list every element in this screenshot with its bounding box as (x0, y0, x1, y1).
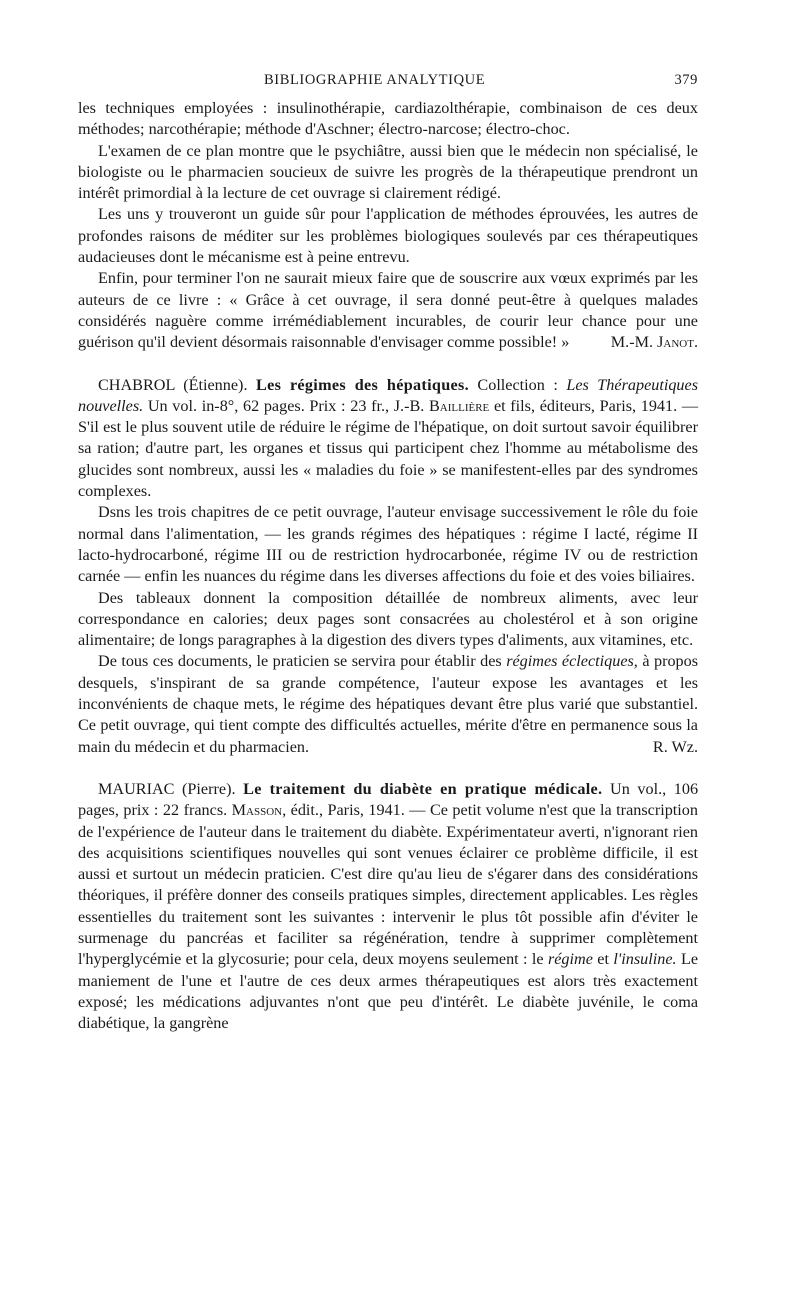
intro-paragraph-4-text: Enfin, pour terminer l'on ne saurait mieux faire que de souscrire aux vœux exprimés par les auteurs de ce livre : « Grâce à cet ouvrage, il sera donné peut-être à quelques malades considérés naguère comme irrémédiablement incurables, de courir leur chance pour une guérison qu'il devient désormais raisonnable d'envisager comme possible! » (78, 269, 698, 352)
page-number: 379 (674, 72, 698, 88)
text-body (78, 98, 698, 1034)
publication-info: Un vol., 106 pages, prix : 22 francs. (78, 779, 699, 820)
review-mauriac (78, 779, 698, 1035)
review-text: , édit., Paris, 1941. — Ce petit volume n'est que la transcription de l'expérience de l'auteur dans le traitement du diabète. Expérimentateur averti, n'ignorant rien des acquisitions scientifiques nouvelles qui sont venues éclairer ce problème difficile, il est aussi et surtout un médecin praticien. C'est dire qu'au lieu de s'égarer dans des considérations théoriques, il préfère donner des conseils pratiques simples, directement applicables. Les règles essentielles du traitement sont les suivantes : intervenir le plus tôt possible afin d'éviter le surmenage du pancréas et faciliter sa régénération, tendre à supprimer complètement l'hyperglycémie et la glycosurie; pour cela, deux moyens seulement : le (78, 801, 698, 969)
review-text: et fils, éditeurs, Paris, 1941. — S'il est le plus souvent utile de réduire le régime de l'hépatique, on doit surtout savoir équilibrer sa ration; d'autre part, les organes et tissus qui participent chez l'homme au métabolisme des glucides sont nombreux, aussi les « maladies du foie » se manifestent-elles par des syndromes complexes. (78, 396, 699, 501)
review-mauriac-paragraph-1 (78, 779, 698, 1035)
review-text: Le maniement de l'une et l'autre de ces deux armes thérapeutiques est alors très exactement exposé; les médications adjuvantes n'ont que peu d'intérêt. Le diabète juvénile, le coma diabétique, la gangrène (78, 950, 699, 1033)
intro-paragraph-1: les techniques employées : insulinothérapie, cardiazolthérapie, combinaison de ces deux méthodes; narcothérapie; méthode d'Aschner; électro-narcose; électro-choc. (78, 99, 698, 139)
review-text: et (597, 950, 609, 969)
review-chabrol-paragraph-2: Dsns les trois chapitres de ce petit ouvrage, l'auteur envisage successivement le rôle du foie normal dans l'alimentation, — les grands régimes des hépatiques : régime I lacté, régime II lacto-hydrocarboné, régime III ou de restriction hydrocarbonée, régime IV ou de restriction carnée — enfin les nuances du régime dans les diverses affections du foie et des voies biliaires. (78, 503, 698, 586)
italic-term: régime (547, 950, 593, 969)
reviewer-signature: M.-M. Janot. (610, 333, 698, 352)
intro-paragraph-2: L'examen de ce plan montre que le psychiâtre, aussi bien que le médecin non spécialisé, le biologiste ou le pharmacien soucieux de suivre les progrès de la thérapeutique prendront un intérêt primordial à la lecture de cet ouvrage si clairement rédigé. (78, 141, 698, 203)
collection-label: Collection : (477, 375, 558, 394)
review-text: De tous ces documents, le praticien se servira pour établir des (98, 652, 502, 671)
review-chabrol (78, 375, 698, 758)
italic-term: régimes éclectiques, (506, 652, 638, 671)
review-title: Les régimes des hépatiques. (255, 375, 469, 394)
review-chabrol-paragraph-4 (78, 651, 698, 757)
collection-name: Les Thérapeutiques nouvelles. (78, 375, 699, 415)
review-author: MAURIAC (Pierre). (98, 779, 236, 798)
review-chabrol-paragraph-3: Des tableaux donnent la composition détaillée de nombreux aliments, avec leur correspondance en calories; deux pages sont consacrées au cholestérol et à son origine alimentaire; de longs paragraphes à la digestion des divers types d'aliments, aux vitamines, etc. (78, 588, 698, 650)
publisher-name: Baillière (428, 396, 490, 415)
intro-paragraph-4 (78, 268, 698, 353)
italic-term: l'insuline. (613, 950, 677, 969)
review-text: à propos desquels, s'inspirant de sa grande compétence, l'auteur expose les avantages et les inconvénients de chaque mets, le régime des hépatiques devant être plus varié que substantiel. Ce petit ouvrage, qui tient compte des difficultés actuelles, mérite d'être en permanence sous la main du médecin et du pharmacien. (78, 652, 699, 756)
reviewer-signature: R. Wz. (652, 737, 698, 756)
review-chabrol-paragraph-1 (78, 375, 698, 503)
running-title: BIBLIOGRAPHIE ANALYTIQUE (264, 72, 486, 88)
review-title: Le traitement du diabète en pratique médicale. (243, 779, 603, 798)
running-header (78, 72, 698, 94)
publication-info: Un vol. in-8°, 62 pages. Prix : 23 fr., J.-B. (147, 396, 425, 415)
intro-paragraph-3: Les uns y trouveront un guide sûr pour l'application de méthodes éprouvées, les autres de profondes raisons de méditer sur les problèmes biologiques soulevés par ces thérapeutiques audacieuses dont le mécanisme est à peine entrevu. (78, 205, 698, 267)
review-author: CHABROL (Étienne). (98, 375, 248, 394)
publisher-name: Masson (231, 801, 283, 820)
